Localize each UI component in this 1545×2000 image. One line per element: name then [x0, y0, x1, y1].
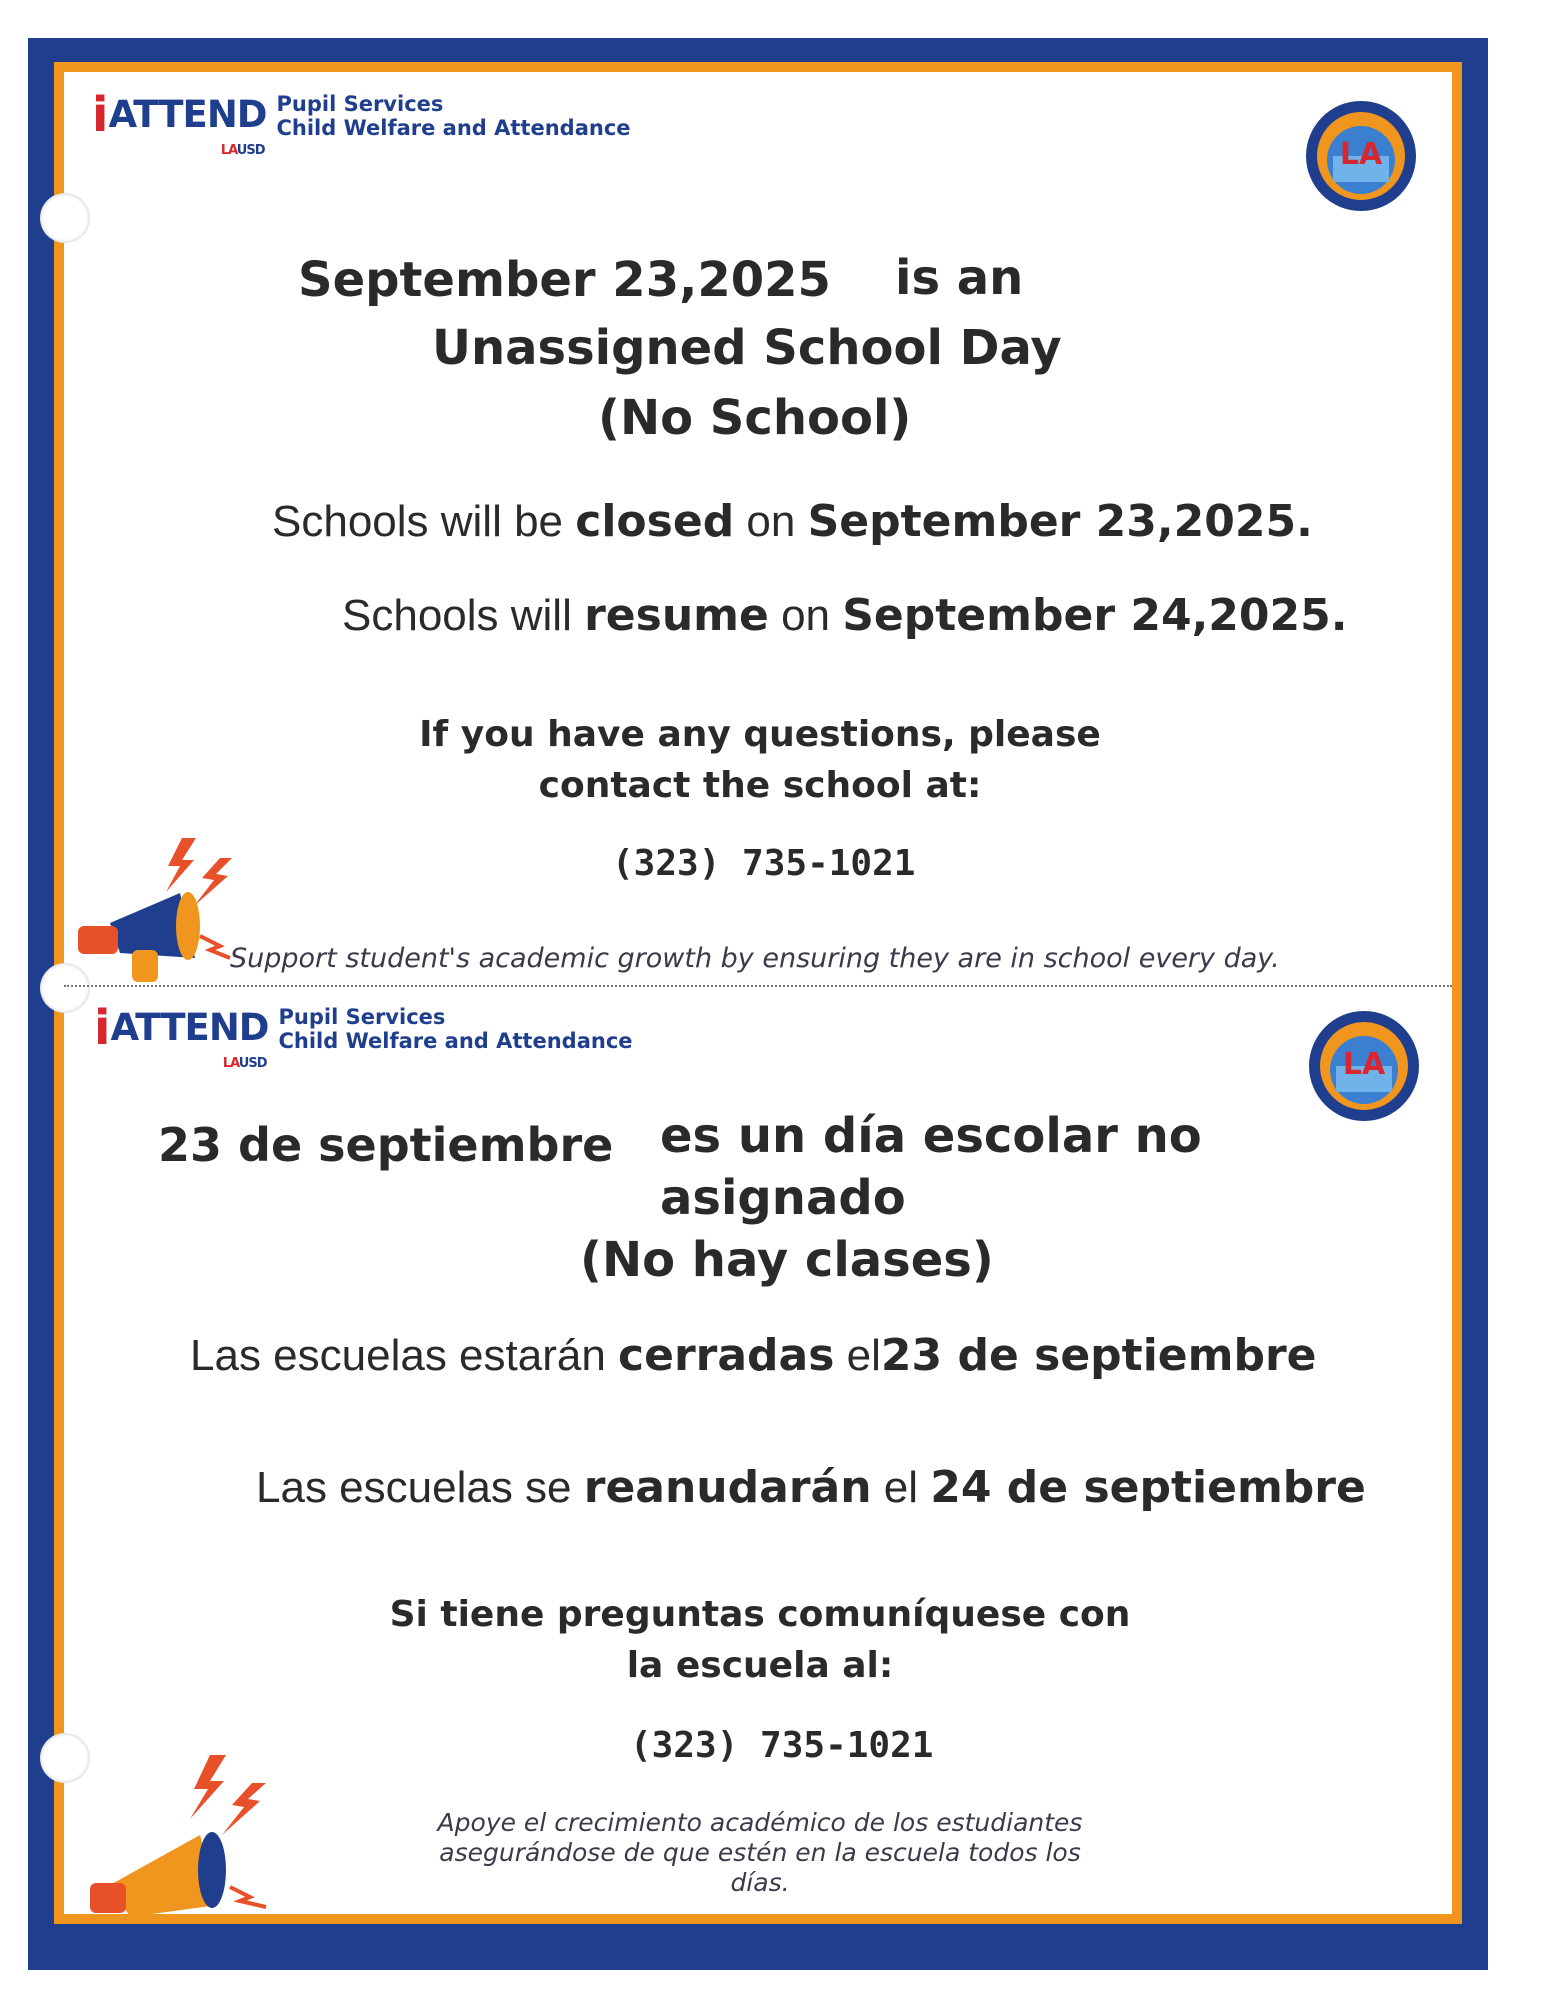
closed-el: el — [834, 1331, 881, 1380]
spanish-heading-line2: asignado — [660, 1170, 906, 1226]
logo-usd: USD — [238, 1056, 267, 1071]
logo-i: i — [92, 87, 109, 143]
questions-line1: Si tiene preguntas comuníquese con — [389, 1594, 1131, 1635]
megaphone-icon — [90, 1755, 280, 1935]
logo-la: LA — [222, 1056, 239, 1071]
slogan-line1: Apoye el crecimiento académico de los estudiantes — [437, 1808, 1083, 1837]
questions-line1: If you have any questions, please — [419, 714, 1101, 755]
section-divider — [64, 985, 1452, 987]
slogan-line3: días. — [730, 1868, 790, 1897]
spanish-heading-line1: es un día escolar no — [660, 1108, 1202, 1164]
logo-lausd — [223, 1041, 267, 1087]
closed-bold: closed — [575, 496, 735, 547]
logo-usd: USD — [236, 143, 265, 158]
resume-on: on — [768, 591, 843, 640]
resume-date: September 24,2025. — [842, 590, 1348, 641]
spanish-heading-line3: (No hay clases) — [580, 1232, 994, 1288]
spanish-closed-line — [190, 1330, 1317, 1381]
punch-hole — [40, 1733, 90, 1783]
english-heading-date: September 23,2025 — [298, 252, 831, 308]
logo-attend-text: ATTEND — [110, 1006, 269, 1049]
english-heading-is-an: is an — [895, 250, 1024, 306]
iattend-logo — [92, 87, 631, 158]
lausd-seal-icon — [1305, 100, 1417, 212]
closed-prefix: Schools will be — [272, 497, 576, 546]
seal-letters: LA — [1342, 1047, 1386, 1082]
english-heading-no-school: (No School) — [598, 390, 912, 446]
resume-bold: reanudarán — [583, 1462, 872, 1513]
english-questions — [400, 714, 1120, 806]
spanish-questions — [360, 1594, 1160, 1686]
resume-date: 24 de septiembre — [930, 1462, 1366, 1513]
closed-bold: cerradas — [618, 1330, 835, 1381]
department-line1: Pupil Services — [278, 1005, 446, 1029]
closed-on: on — [734, 497, 808, 546]
logo-attend — [110, 1005, 269, 1071]
logo-lausd — [221, 128, 265, 174]
spanish-heading-date: 23 de septiembre — [158, 1118, 614, 1172]
closed-date: September 23,2025. — [807, 496, 1313, 547]
resume-bold: resume — [584, 590, 769, 641]
logo-la: LA — [220, 143, 237, 158]
closed-date: 23 de septiembre — [880, 1330, 1317, 1381]
logo-attend — [108, 92, 267, 158]
closed-prefix: Las escuelas estarán — [190, 1331, 619, 1380]
english-phone: (323) 735-1021 — [612, 843, 916, 884]
logo-i: i — [94, 1000, 111, 1056]
logo-attend-text: ATTEND — [108, 93, 267, 136]
english-slogan: Support student's academic growth by ensuring they are in school every day. — [230, 943, 1280, 974]
department-line2: Child Welfare and Attendance — [278, 1029, 633, 1053]
spanish-slogan — [380, 1808, 1140, 1898]
resume-el: el — [871, 1463, 931, 1512]
lausd-seal-icon — [1308, 1010, 1420, 1122]
department-line1: Pupil Services — [276, 92, 444, 116]
resume-prefix: Las escuelas se — [256, 1463, 584, 1512]
department-line2: Child Welfare and Attendance — [276, 116, 631, 140]
department-name — [279, 1005, 633, 1053]
questions-line2: la escuela al: — [626, 1645, 894, 1686]
english-resume-line — [342, 590, 1347, 641]
resume-prefix: Schools will — [342, 591, 585, 640]
megaphone-icon — [70, 838, 240, 998]
department-name — [277, 92, 631, 140]
english-closed-line — [272, 496, 1313, 547]
questions-line2: contact the school at: — [538, 765, 982, 806]
iattend-logo — [94, 1000, 633, 1071]
spanish-phone: (323) 735-1021 — [630, 1725, 934, 1766]
punch-hole — [40, 193, 90, 243]
spanish-resume-line — [256, 1462, 1366, 1513]
seal-letters: LA — [1339, 137, 1383, 172]
slogan-line2: asegurándose de que estén en la escuela todos los — [439, 1838, 1081, 1867]
english-heading-unassigned: Unassigned School Day — [432, 320, 1062, 376]
